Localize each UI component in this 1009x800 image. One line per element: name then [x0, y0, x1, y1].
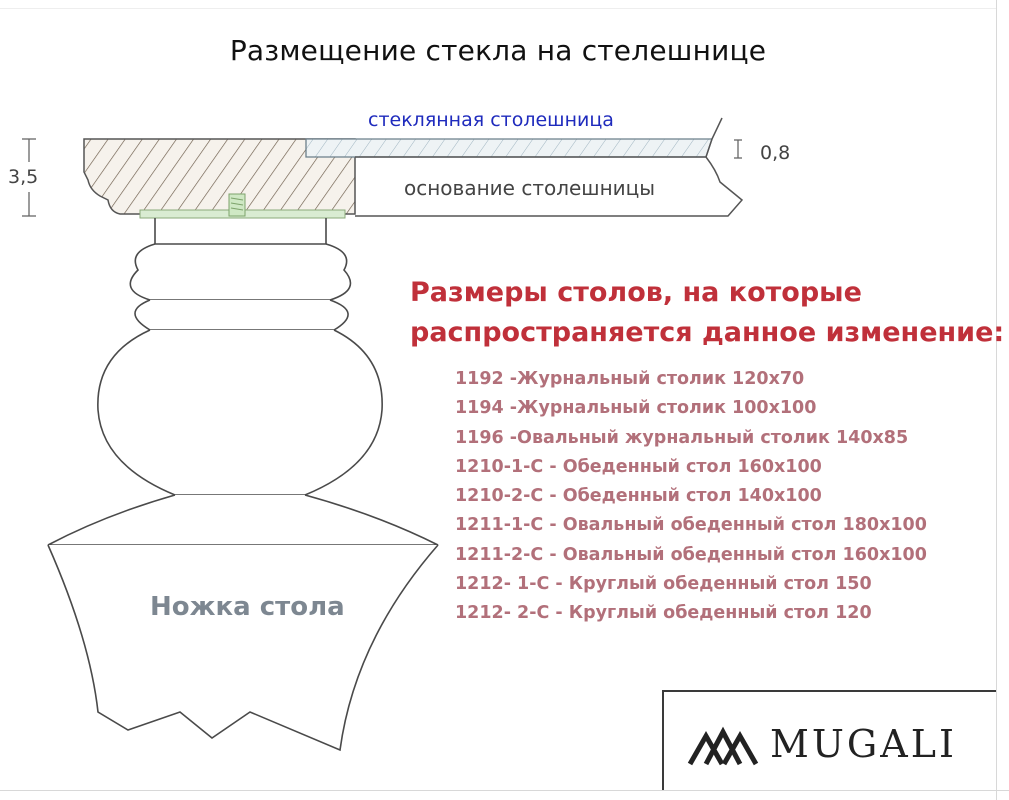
list-item: 1211-1-С - Овальный обеденный стол 180х100	[455, 515, 927, 536]
logo-text: MUGALI	[770, 722, 957, 766]
page-title: Размещение стекла на стелешнице	[229, 34, 767, 67]
frame-right-border	[996, 0, 997, 800]
thickness-dimension-mark	[734, 140, 742, 158]
list-item: 1212- 1-С - Круглый обеденный стол 150	[455, 574, 872, 595]
sizes-heading-line-2: распространяется данное изменение:	[410, 317, 1005, 348]
table-leg-label: Ножка стола	[150, 592, 345, 622]
tabletop-base-label: основание столешницы	[404, 176, 656, 200]
table-leg-outline	[48, 218, 438, 750]
list-item: 1211-2-С - Овальный обеденный стол 160х100	[455, 544, 927, 565]
list-item: 1212- 2-С - Круглый обеденный стол 120	[455, 603, 872, 624]
sizes-heading-line-1: Размеры столов, на которые	[410, 277, 862, 308]
frame-bottom-border	[0, 790, 1009, 791]
mugali-logo-icon	[686, 720, 760, 768]
list-item: 1210-1-С - Обеденный стол 160х100	[455, 456, 822, 477]
list-item: 1210-2-С - Обеденный стол 140х100	[455, 486, 822, 507]
list-item: 1194 -Журнальный столик 100х100	[455, 398, 817, 419]
glass-layer-section	[306, 139, 712, 157]
thickness-dimension-label: 0,8	[760, 142, 791, 164]
sizes-heading	[410, 273, 1004, 353]
glass-tabletop-label: стеклянная столешница	[368, 109, 614, 131]
list-item: 1192 -Журнальный столик 120х70	[455, 369, 805, 389]
height-dimension-label: 3,5	[8, 166, 39, 188]
break-mark	[706, 118, 722, 157]
logo-box	[662, 690, 996, 790]
list-item: 1196 -Овальный журнальный столик 140х85	[455, 427, 909, 448]
table-sizes-list	[455, 365, 927, 629]
